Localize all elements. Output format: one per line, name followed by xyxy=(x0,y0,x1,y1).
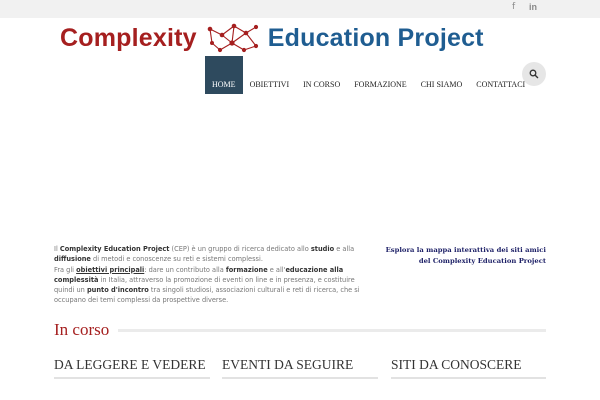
intro-bold-formazione: formazione xyxy=(225,265,268,274)
logo-word-complexity: Complexity xyxy=(60,23,197,52)
map-link-line-2: del Complexity Education Project xyxy=(418,257,546,265)
intro-text-part: e alla xyxy=(334,245,355,253)
nav-item-chi-siamo[interactable]: CHI SIAMO xyxy=(420,80,463,89)
map-link-line-1: Esplora la mappa interattiva dei siti amici xyxy=(385,246,546,254)
logo-word-education-project: Education Project xyxy=(267,23,484,52)
interactive-map-link[interactable] xyxy=(380,245,546,267)
in-corso-heading: In corso xyxy=(54,320,110,339)
intro-bold-diffusione: diffusione xyxy=(54,255,91,264)
nav-item-in-corso[interactable]: IN CORSO xyxy=(303,80,341,89)
search-icon xyxy=(529,69,539,79)
column-divider xyxy=(54,377,210,379)
intro-bold-cep: Complexity Education Project xyxy=(59,245,170,253)
obiettivi-principali-link[interactable]: obiettivi principali xyxy=(76,265,145,274)
network-graph-icon xyxy=(204,21,262,55)
column-title-da-leggere[interactable]: DA LEGGERE E VEDERE xyxy=(54,357,206,372)
intro-text-part: e all' xyxy=(267,265,286,274)
column-title-eventi[interactable]: EVENTI DA SEGUIRE xyxy=(222,357,354,372)
intro-text-part: (CEP) è un gruppo di ricerca dedicato allo xyxy=(169,245,311,253)
intro-text xyxy=(54,244,374,306)
in-corso-divider xyxy=(118,329,546,332)
column-divider xyxy=(222,377,378,379)
intro-text-part: di metodi e conoscenze su reti e sistemi complessi. xyxy=(90,255,263,264)
linkedin-icon[interactable]: in xyxy=(529,2,537,12)
nav-item-contattaci[interactable]: CONTATTACI xyxy=(476,80,526,89)
nav-item-obiettivi[interactable]: OBIETTIVI xyxy=(249,80,290,89)
intro-bold-studio: studio xyxy=(310,245,335,253)
column-title-siti[interactable]: SITI DA CONOSCERE xyxy=(391,357,522,372)
nav-item-formazione[interactable]: FORMAZIONE xyxy=(354,80,407,89)
nav-item-home[interactable]: HOME xyxy=(205,56,243,94)
intro-text-part: tra singoli studiosi, associazioni culturali e reti di ricerca, che si occupano dei temi complessi da prospettive diverse. xyxy=(54,286,360,305)
intro-text-part: : dare un contributo alla xyxy=(144,265,226,274)
intro-bold-punto-incontro: punto d'incontro xyxy=(86,286,149,295)
intro-text-part: in Italia, attraverso la promozione di eventi on line e in presenza, e costituire quindi un xyxy=(54,275,355,295)
intro-text-part: Il xyxy=(54,245,60,253)
top-bar xyxy=(0,0,600,18)
search-button[interactable] xyxy=(522,62,546,86)
intro-text-part: Fra gli xyxy=(54,265,77,274)
main-nav xyxy=(205,56,532,94)
intro-bold-educazione: educazione alla complessità xyxy=(54,265,344,284)
column-divider xyxy=(391,377,546,379)
facebook-icon[interactable]: f xyxy=(512,2,516,12)
site-logo[interactable] xyxy=(60,20,484,56)
